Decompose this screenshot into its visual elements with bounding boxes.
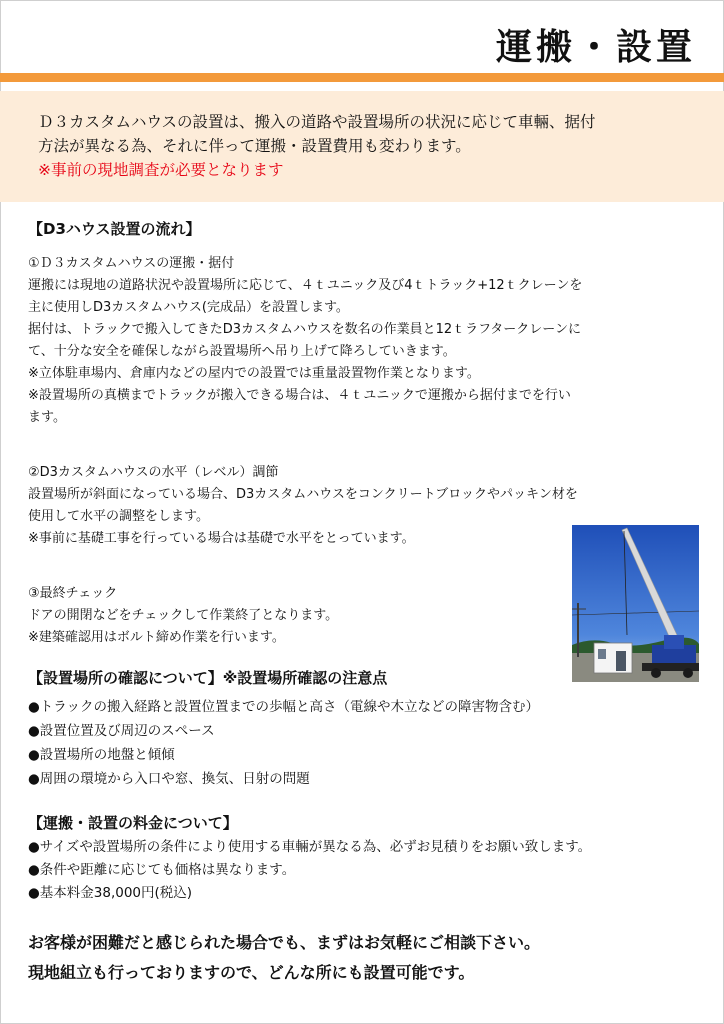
fees-heading: 【運搬・設置の料金について】 (28, 814, 238, 832)
title-underline (0, 73, 724, 82)
intro-text (38, 110, 698, 182)
flow-heading: 【D3ハウス設置の流れ】 (28, 220, 201, 238)
step1-line-5: ※立体駐車場内、倉庫内などの屋内での設置では重量設置物作業となります。 (28, 366, 480, 381)
site-check-item-2: ●設置位置及び周辺のスペース (28, 723, 215, 739)
intro-line-1: Ｄ３カスタムハウスの設置は、搬入の道路や設置場所の状況に応じて車輛、据付 (38, 113, 596, 131)
site-check-item-1: ●トラックの搬入経路と設置位置までの歩幅と高さ（電線や木立などの障害物含む） (28, 699, 540, 715)
site-check-heading: 【設置場所の確認について】※設置場所確認の注意点 (28, 669, 388, 687)
step1-title: ①Ｄ３カスタムハウスの運搬・据付 (28, 256, 235, 271)
closing-line-1: お客様が困難だと感じられた場合でも、まずはお気軽にご相談下さい。 (28, 933, 541, 952)
step1-line-4: て、十分な安全を確保しながら設置場所へ吊り上げて降ろしていきます。 (28, 344, 456, 359)
site-check-item-4: ●周囲の環境から入口や窓、換気、日射の問題 (28, 771, 310, 787)
step2-line-2: 使用して水平の調整をします。 (28, 509, 209, 524)
step1-block (28, 253, 700, 429)
site-check-item-3: ●設置場所の地盤と傾傾 (28, 747, 175, 763)
step2-line-1: 設置場所が斜面になっている場合、D3カスタムハウスをコンクリートブロックやパッキン材を (28, 487, 578, 502)
fees-item-1: ●サイズや設置場所の条件により使用する車輛が異なる為、必ずお見積りをお願い致します。 (28, 839, 592, 855)
fees-item-2: ●条件や距離に応じても価格は異なります。 (28, 862, 296, 878)
intro-line-2: 方法が異なる為、それに伴って運搬・設置費用も変わります。 (38, 137, 471, 155)
step3-line-1: ドアの開閉などをチェックして作業終了となります。 (28, 608, 339, 623)
fees-item-3: ●基本料金38,000円(税込) (28, 885, 193, 901)
closing-line-2: 現地組立も行っておりますので、どんな所にも設置可能です。 (28, 963, 475, 982)
closing-message (28, 928, 708, 988)
step1-line-6: ※設置場所の真横までトラックが搬入できる場合は、４ｔユニックで運搬から据付までを行い (28, 388, 571, 403)
step1-line-2: 主に使用しD3カスタムハウス(完成品）を設置します。 (28, 300, 349, 315)
step2-line-3: ※事前に基礎工事を行っている場合は基礎で水平をとっています。 (28, 531, 415, 546)
step3-title: ③最終チェック (28, 586, 118, 601)
step3-line-2: ※建築確認用はボルト締め作業を行います。 (28, 630, 285, 645)
intro-warning: ※事前の現地調査が必要となります (38, 161, 284, 179)
site-check-list (28, 695, 700, 791)
step1-line-3: 据付は、トラックで搬入してきたD3カスタムハウスを数名の作業員と12ｔラフタークレーンに (28, 322, 582, 337)
step1-line-7: ます。 (28, 410, 66, 425)
page-title: 運搬・設置 (495, 27, 696, 68)
step1-line-1: 運搬には現地の道路状況や設置場所に応じて、４ｔユニック及び4ｔトラック+12ｔクレーンを (28, 278, 583, 293)
fees-list (28, 836, 700, 905)
step2-title: ②D3カスタムハウスの水平（レベル）調節 (28, 465, 279, 480)
crane-installation-photo (572, 525, 699, 682)
